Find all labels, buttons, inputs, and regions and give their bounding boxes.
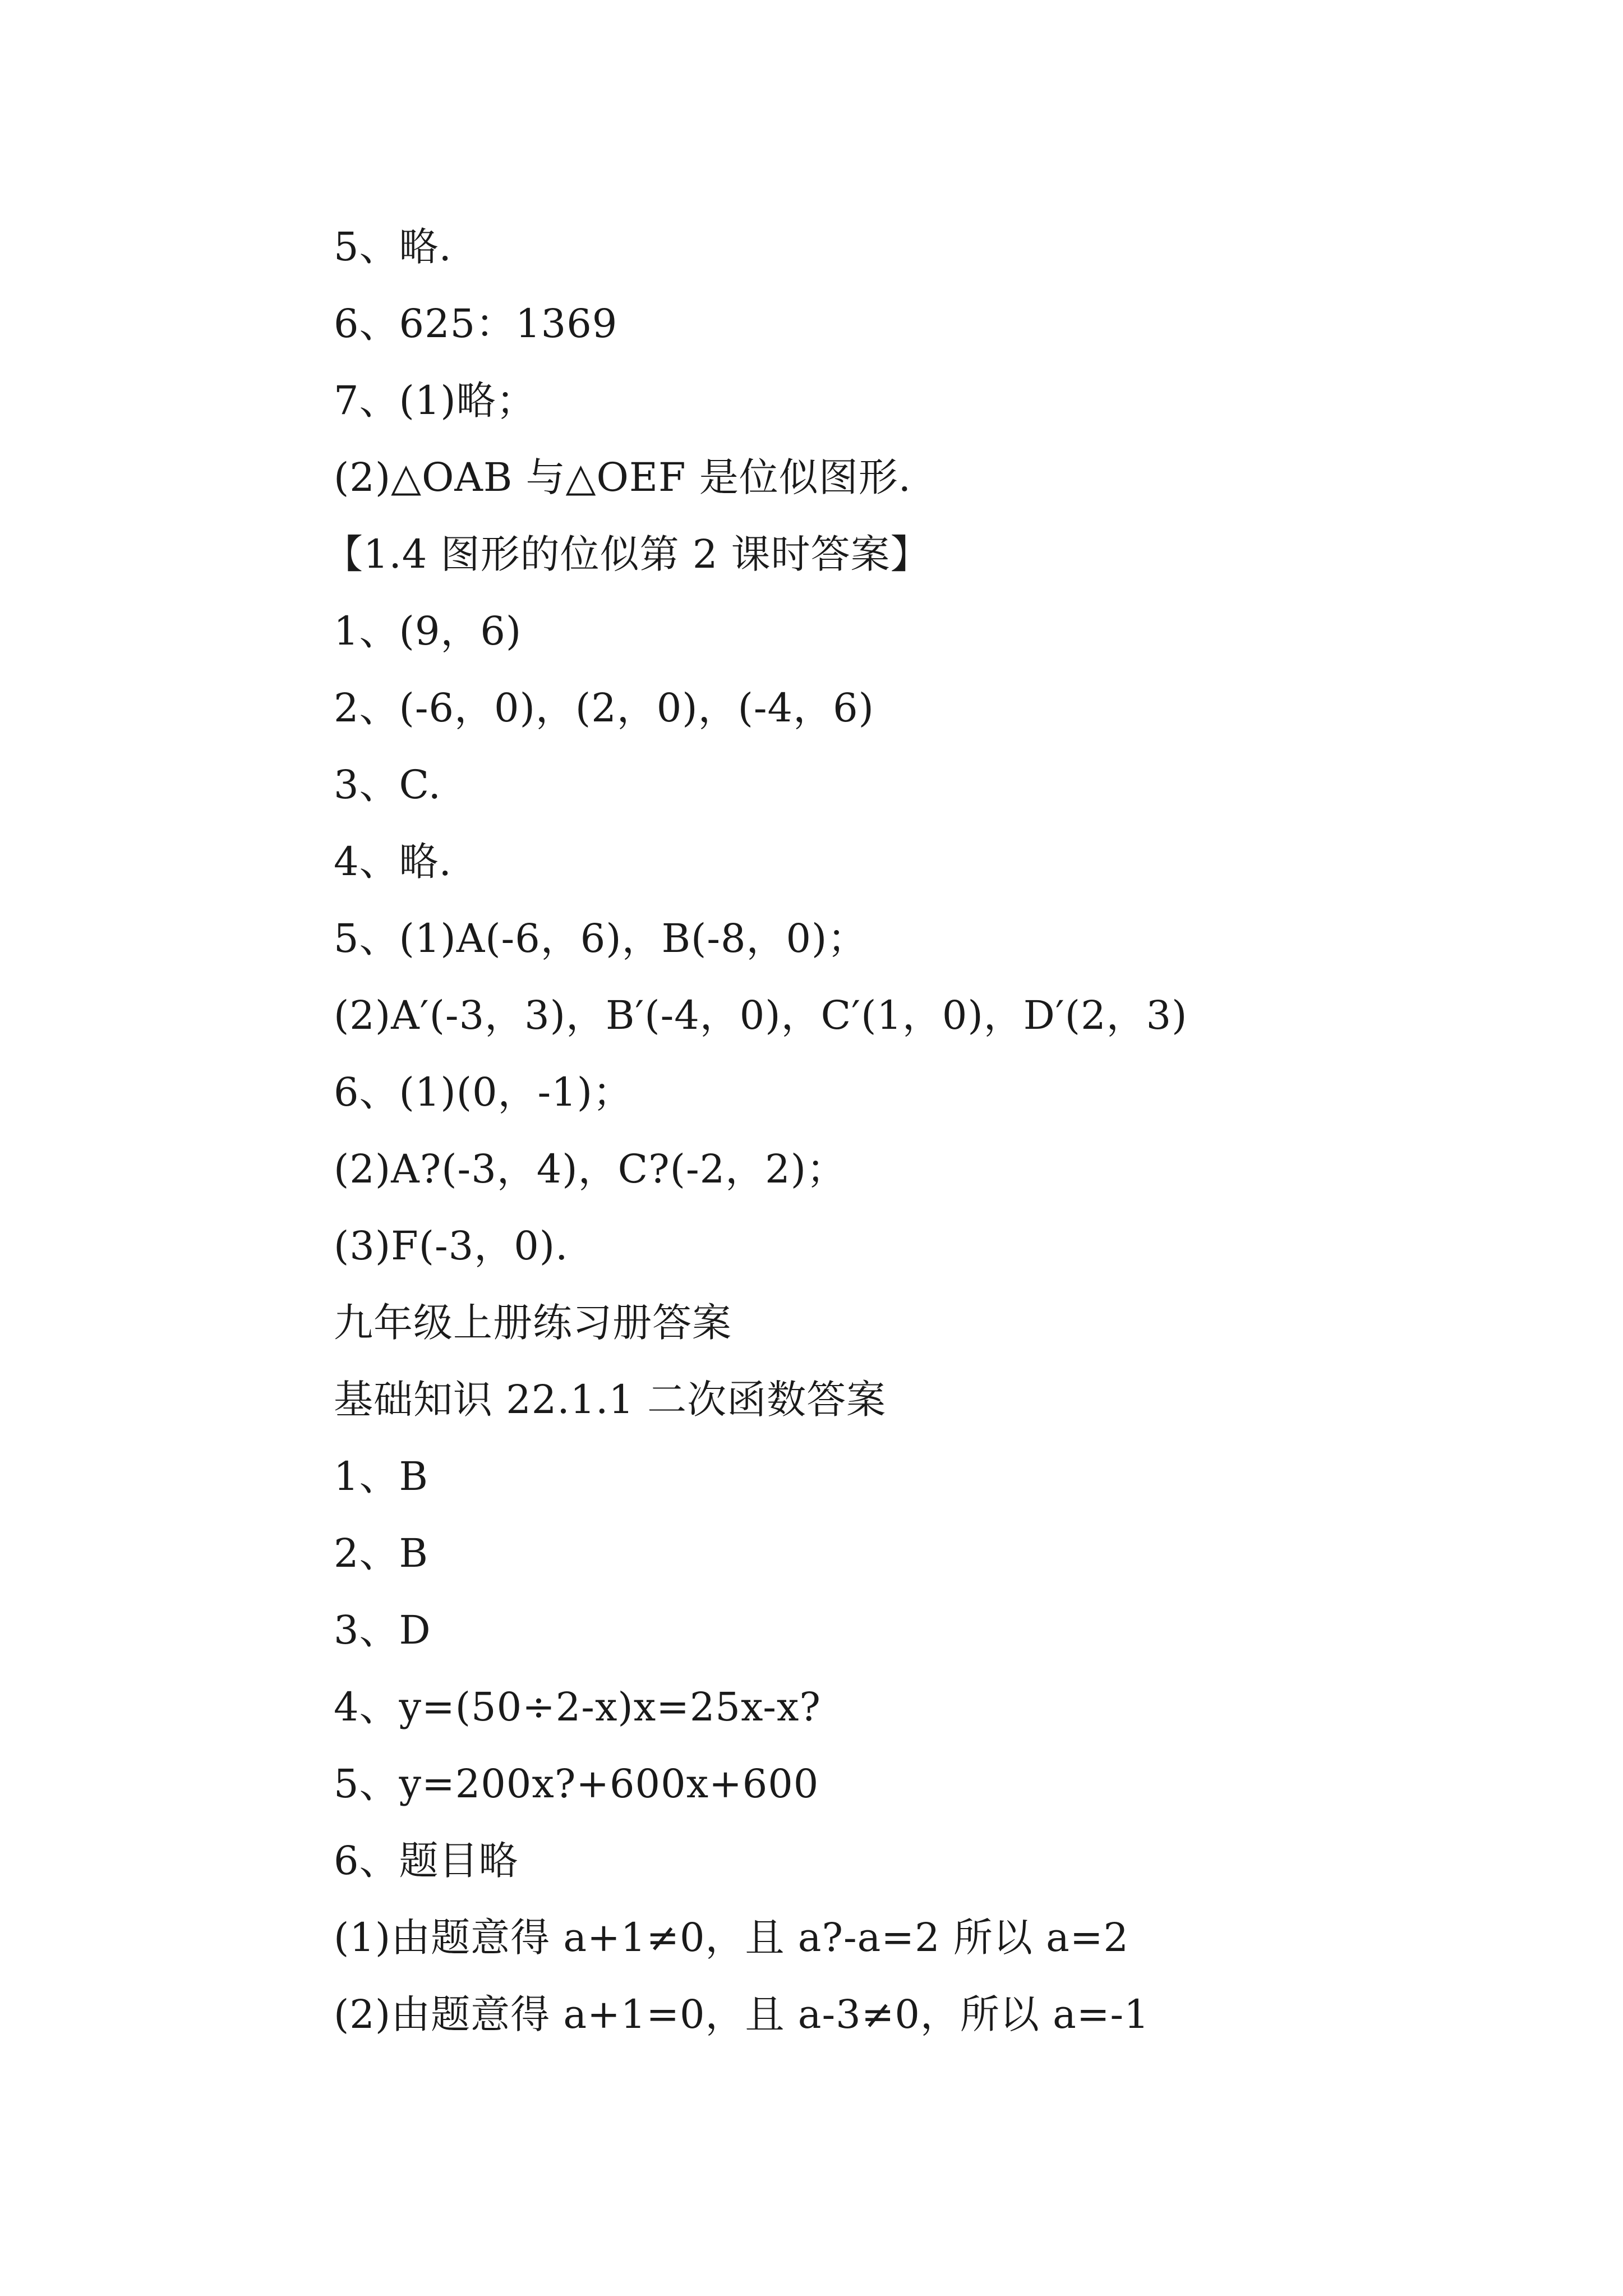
answer-line: 6、(1)(0，-1)； [334, 1069, 633, 1115]
answer-line: 3、C. [334, 762, 441, 808]
section-subtitle: 基础知识 22.1.1 二次函数答案 [334, 1377, 887, 1423]
answer-line: (1)由题意得 a+1≠0，且 a?-a=2 所以 a=2 [334, 1915, 1129, 1961]
answer-line: 1、(9，6) [334, 608, 522, 654]
answer-line: 5、y=200x?+600x+600 [334, 1761, 819, 1807]
answer-line: 2、(-6，0)，(2，0)，(-4，6) [334, 685, 874, 731]
answer-line: 6、题目略 [334, 1838, 519, 1884]
answer-line: (2)A′(-3，3)，B′(-4，0)，C′(1，0)，D′(2，3) [334, 992, 1188, 1038]
answer-line: (3)F(-3，0). [334, 1223, 569, 1269]
answer-line: 4、y=(50÷2-x)x=25x-x? [334, 1684, 821, 1730]
answer-line: 1、B [334, 1453, 428, 1499]
answer-line: (2)由题意得 a+1=0，且 a-3≠0，所以 a=-1 [334, 1991, 1150, 2037]
section-title: 九年级上册练习册答案 [334, 1300, 732, 1346]
answer-line: 5、略. [334, 224, 452, 270]
document-body [324, 209, 1511, 2053]
answer-line: 2、B [334, 1530, 428, 1576]
section-heading: 【1.4 图形的位似第 2 课时答案】 [324, 531, 930, 577]
answer-line: 7、(1)略； [334, 378, 536, 424]
answer-line: (2)A?(-3，4)，C?(-2，2)； [334, 1146, 847, 1192]
answer-line: 5、(1)A(-6，6)，B(-8，0)； [334, 915, 868, 961]
answer-line: (2)△OAB 与△OEF 是位似图形. [334, 454, 912, 500]
answer-line: 4、略. [334, 839, 452, 885]
answer-line: 3、D [334, 1607, 431, 1653]
answer-line: 6、625：1369 [334, 301, 618, 347]
